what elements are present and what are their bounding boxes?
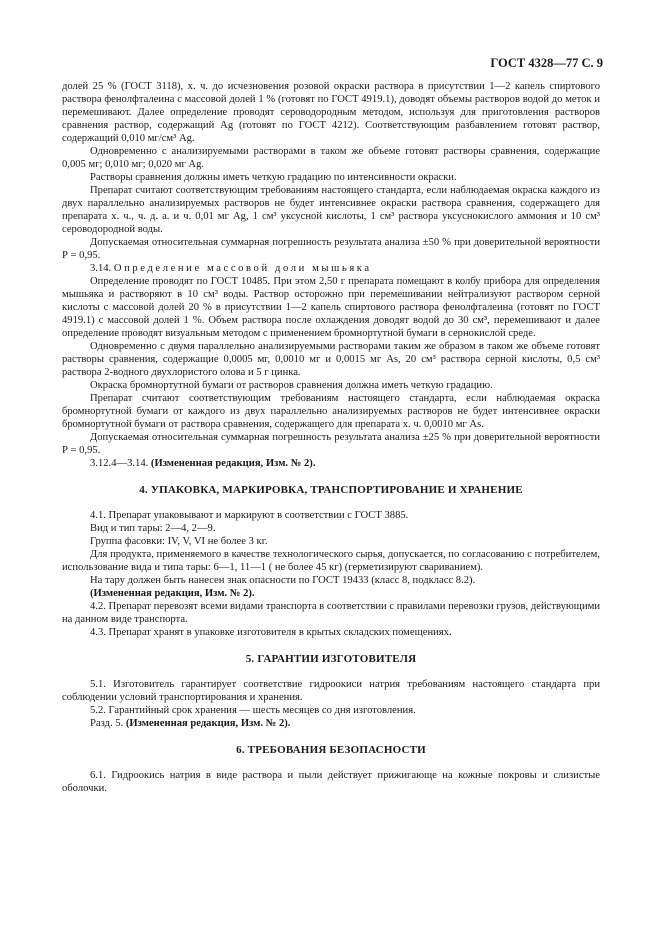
paragraph: Для продукта, применяемого в качестве технологического сырья, допускается, по согласованию с потребителем, использование вида и типа тары: 6—1, 11—1 ( не более 45 кг) (герметизируют свариванием). <box>62 549 600 573</box>
paragraph: долей 25 % (ГОСТ 3118), х. ч. до исчезновения розовой окраски раствора в присутствии 1—2 капель спиртового раствора фенолфталеина с массовой долей 1 % (готовят по ГОСТ 4919.1), доводят объемы растворов водой до меток и перемешивают. Далее определение проводят сероводородным методом, используя для приготовления растворов сравнения раствор, содержащий Ag (готовят по ГОСТ 4212). Соответствующим разбавлением готовят раствор, содержащий 0,010 мг/см³ Ag. <box>62 81 600 144</box>
section-title-5: 5. ГАРАНТИИ ИЗГОТОВИТЕЛЯ <box>245 653 417 665</box>
paragraph: Определение проводят по ГОСТ 10485. При этом 2,50 г препарата помещают в колбу прибора для определения мышьяка и растворяют в 10 см³ воды. Раствор осторожно при перемешивании нейтрализуют раствором серной кислоты с массовой долей 20 % в присутствии 1—2 капель спиртового раствора фенолфталеина (готовят по ГОСТ 4919.1) с массовой долей 1 %. Объем раствора после охлаждения доводят водой до 30 см³, перемешивают и далее определение проводят визуальным методом с применением бромнортутной бумаги в сернокислой среде. <box>62 276 600 339</box>
paragraph: Одновременно с анализируемыми растворами в таком же объеме готовят растворы сравнения, содержащие 0,005 мг; 0,010 мг; 0,020 мг Ag. <box>62 146 600 170</box>
page-header: ГОСТ 4328—77 С. 9 <box>490 56 603 70</box>
amendment-range: Разд. 5. <box>90 718 124 729</box>
paragraph: Растворы сравнения должны иметь четкую градацию по интенсивности окраски. <box>90 172 457 183</box>
amendment-note <box>62 717 600 730</box>
clause-title: Определение массовой доли мышьяка <box>113 263 372 274</box>
paragraph: Допускаемая относительная суммарная погрешность результата анализа ±25 % при доверительной вероятности Р = 0,95. <box>62 432 600 456</box>
clause-number: 3.14. <box>90 263 112 274</box>
amendment-text: (Измененная редакция, Изм. № 2). <box>125 718 291 729</box>
amendment-note: (Измененная редакция, Изм. № 2). <box>90 588 255 599</box>
paragraph: Вид и тип тары: 2—4, 2—9. <box>90 523 216 534</box>
paragraph: Одновременно с двумя параллельно анализируемыми растворами таким же образом в таком же объеме готовят растворы сравнения, содержащие 0,0005 мг, 0,0010 мг и 0,0015 мг As, 20 см³ раствора серной кислоты, 0,5 см³ раствора 2-водного двухлористого олова и 5 г цинка. <box>62 341 600 378</box>
paragraph: Группа фасовки: IV, V, VI не более 3 кг. <box>90 536 268 547</box>
amendment-text: (Измененная редакция, Изм. № 2). <box>150 458 316 469</box>
paragraph: 6.1. Гидроокись натрия в виде раствора и пыли действует прижигающе на кожные покровы и слизистые оболочки. <box>62 770 600 794</box>
clause-heading <box>62 262 600 275</box>
paragraph: 5.1. Изготовитель гарантирует соответствие гидроокиси натрия требованиям настоящего стандарта при соблюдении условий транспортирования и хранения. <box>62 679 600 703</box>
section-title-4: 4. УПАКОВКА, МАРКИРОВКА, ТРАНСПОРТИРОВАНИЕ И ХРАНЕНИЕ <box>139 484 523 496</box>
paragraph: Препарат считают соответствующим требованиям настоящего стандарта, если наблюдаемая окраска бромнортутной бумаги от каждого из двух параллельно анализируемых растворов не будет интенсивнее окраски бромнортутной бумаги от раствора сравнения, содержащего для препарата х. ч. 0,0010 мг As. <box>62 393 600 430</box>
paragraph: Окраска бромнортутной бумаги от растворов сравнения должна иметь четкую градацию. <box>90 380 493 391</box>
amendment-note <box>62 457 600 470</box>
paragraph: 4.2. Препарат перевозят всеми видами транспорта в соответствии с правилами перевозки грузов, действующими на данном виде транспорта. <box>62 601 600 625</box>
section-title-6: 6. ТРЕБОВАНИЯ БЕЗОПАСНОСТИ <box>236 744 426 756</box>
paragraph: Препарат считают соответствующим требованиям настоящего стандарта, если наблюдаемая окраска каждого из двух параллельно анализируемых растворов не будет интенсивнее окраски раствора сравнения, содержащего для препарата х. ч., ч. д. а. и ч. 0,01 мг Ag, 1 см³ уксусной кислоты, 1 см³ раствора уксуснокислого аммония и 10 см³ сероводородной воды. <box>62 185 600 235</box>
paragraph: На тару должен быть нанесен знак опасности по ГОСТ 19433 (класс 8, подкласс 8.2). <box>90 575 476 586</box>
paragraph: Допускаемая относительная суммарная погрешность результата анализа ±50 % при доверительной вероятности Р = 0,95. <box>62 237 600 261</box>
paragraph: 4.1. Препарат упаковывают и маркируют в соответствии с ГОСТ 3885. <box>90 510 409 521</box>
paragraph: 5.2. Гарантийный срок хранения — шесть месяцев со дня изготовления. <box>90 705 416 716</box>
paragraph: 4.3. Препарат хранят в упаковке изготовителя в крытых складских помещениях. <box>90 627 452 638</box>
amendment-range: 3.12.4—3.14. <box>90 458 149 469</box>
document-body <box>62 80 600 795</box>
